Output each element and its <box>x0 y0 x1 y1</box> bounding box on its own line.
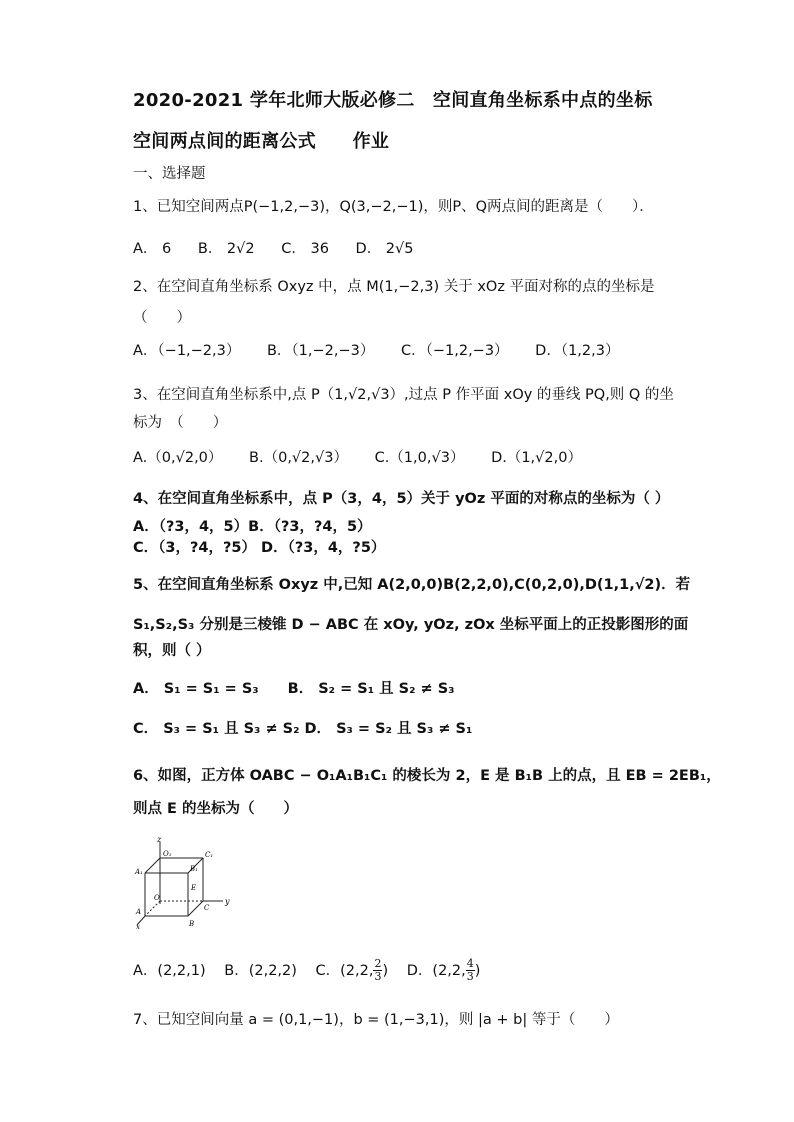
q4-stem: 4、在空间直角坐标系中，点 P（3，4，5）关于 yOz 平面的对称点的坐标为（ ） <box>133 491 670 507</box>
q6-option-d-num: 4 <box>466 957 474 970</box>
q6-option-d-prefix: (2,2, <box>432 962 466 979</box>
q6-option-b: B．(2,2,2) <box>224 962 297 979</box>
q1-option-a: A． 6 <box>133 241 172 257</box>
q3-stem-cont: 标为 （ ） <box>133 415 228 431</box>
fig-label-o: O <box>154 894 160 902</box>
q1-stem: 1、已知空间两点P(−1,2,−3)，Q(3,−2,−1)，则P、Q两点间的距离是（ ）． <box>133 199 654 215</box>
q3-option-d: D.（1,√2,0） <box>491 450 582 466</box>
q6-option-d-label: D． <box>406 962 433 979</box>
q6-option-c-den: 3 <box>374 970 382 983</box>
fig-label-b1: B₁ <box>190 865 198 873</box>
cube-figure <box>133 834 233 930</box>
q1-option-b: B． 2√2 <box>197 241 255 257</box>
q2-options <box>133 340 641 362</box>
q3-option-b: B.（0,√2,√3） <box>249 450 348 466</box>
fig-label-c: C <box>204 904 210 912</box>
q5-options-ab: A． S₁ = S₁ = S₃ B． S₂ = S₁ 且 S₂ ≠ S₃ <box>133 681 455 697</box>
fig-label-z: z <box>157 835 162 844</box>
q3-options <box>133 447 604 469</box>
fig-label-b: B <box>189 920 195 928</box>
q6-option-d-fraction <box>466 958 475 983</box>
q2-option-c: C．（−1,2,−3） <box>400 343 509 359</box>
q1-option-c: C． 36 <box>281 241 329 257</box>
fig-label-e: E <box>191 884 197 892</box>
q6-option-c <box>315 957 393 983</box>
fig-label-o1: O₁ <box>163 850 172 858</box>
q2-stem-cont: （ ） <box>133 310 191 326</box>
section-heading: 一、选择题 <box>133 166 206 182</box>
q2-option-a: A．（−1,−2,3） <box>133 343 241 359</box>
q2-option-b: B．（1,−2,−3） <box>266 343 375 359</box>
q7-stem: 7、已知空间向量 a = (0,1,−1)，b = (1,−3,1)，则 |a + b| 等于（ ） <box>133 1012 619 1028</box>
q6-option-d-den: 3 <box>466 970 474 983</box>
doc-title-line1: 2020-2021 学年北师大版必修二 空间直角坐标系中点的坐标 <box>133 90 653 111</box>
q6-option-a: A．(2,2,1) <box>133 962 206 979</box>
fig-label-c1: C₁ <box>205 851 214 859</box>
fig-label-x: x <box>136 923 140 930</box>
q5-stem: 5、在空间直角坐标系 Oxyz 中,已知 A(2,0,0)B(2,2,0),C(0,2,0),D(1,1,√2)．若 <box>133 577 691 593</box>
q2-option-d: D．（1,2,3） <box>535 343 620 359</box>
q3-option-c: C.（1,0,√3） <box>374 450 465 466</box>
q4-options-ab: A．（?3，4，5）B．（?3，?4，5） <box>133 519 372 535</box>
doc-title-line2: 空间两点间的距离公式 作业 <box>133 131 390 152</box>
q5-stem-cont: S₁,S₂,S₃ 分别是三棱锥 D − ABC 在 xOy, yOz, zOx 坐标平面上的正投影图形的面 <box>133 617 689 633</box>
q6-option-c-label: C． <box>315 962 341 979</box>
fig-label-a1: A₁ <box>135 868 143 876</box>
q6-stem: 6、如图，正方体 OABC − O₁A₁B₁C₁ 的棱长为 2，E 是 B₁B 上的点，且 EB = 2EB₁， <box>133 768 721 784</box>
q3-option-a: A.（0,√2,0） <box>133 450 223 466</box>
q1-options <box>133 238 436 260</box>
q6-options <box>133 958 480 983</box>
fig-label-a: A <box>136 908 142 916</box>
q5-stem-end: 积，则（ ） <box>133 643 211 659</box>
q6-option-d <box>406 957 481 983</box>
q6-option-c-close: ) <box>382 962 389 979</box>
q3-stem: 3、在空间直角坐标系中,点 P（1,√2,√3）,过点 P 作平面 xOy 的垂线 PQ,则 Q 的坐 <box>133 387 674 403</box>
q4-options-cd: C．（3，?4，?5） D．（?3，4，?5） <box>133 540 386 556</box>
q6-option-c-prefix: (2,2, <box>340 962 374 979</box>
q6-option-c-num: 2 <box>374 957 382 970</box>
q5-options-cd: C． S₃ = S₁ 且 S₃ ≠ S₂ D． S₃ = S₂ 且 S₃ ≠ S₁ <box>133 721 473 737</box>
fig-label-y: y <box>225 897 230 906</box>
q6-option-d-close: ) <box>474 962 481 979</box>
q2-stem: 2、在空间直角坐标系 Oxyz 中，点 M(1,−2,3) 关于 xOz 平面对称的点的坐标是 <box>133 279 655 295</box>
q1-option-d: D． 2√5 <box>355 241 414 257</box>
q6-stem-cont: 则点 E 的坐标为（ ） <box>133 801 299 817</box>
